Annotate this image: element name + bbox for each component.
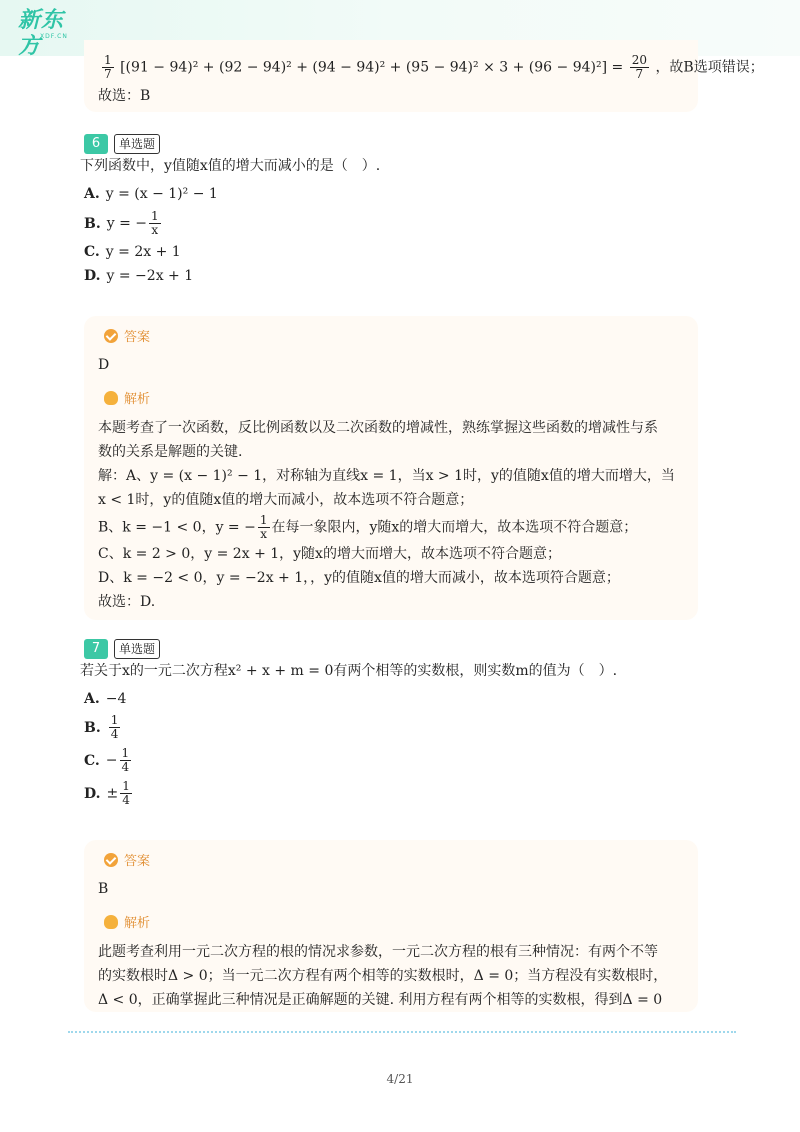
analysis-line: B、k = −1 < 0，y = − $\frac{1}{x}$ 在每一象限内，y随x的增大而增大，故本选项不符合题意；: [98, 513, 638, 541]
analysis-line: D、k = −2 < 0，y = −2x + 1，，y的值随x值的增大而减小，故本选项符合题意；: [98, 570, 620, 586]
analysis-line: Δ < 0，正确掌握此三种情况是正确解题的关键. 利用方程有两个相等的实数根，得到Δ = 0: [98, 992, 663, 1008]
analysis-line: 的实数根时Δ > 0；当一元二次方程有两个相等的实数根时，Δ = 0；当方程没有实数根时，: [98, 968, 668, 984]
prev-result-frac: $\frac{20}{7}$: [631, 53, 647, 81]
analysis-line: 故选：D.: [98, 594, 156, 610]
analysis-line: 此题考查利用一元二次方程的根的情况求参数，一元二次方程的根有三种情况：有两个不等: [98, 944, 658, 960]
analysis-line: 解：A、y = (x − 1)² − 1，对称轴为直线x = 1，当x > 1时，y的值随x值的增大而增大，当: [98, 468, 675, 484]
answer-analysis-box: [84, 840, 698, 1012]
lightbulb-icon: [104, 915, 118, 929]
question-stem: 若关于x的一元二次方程x² + x + m = 0有两个相等的实数根，则实数m的值为（ ）.: [80, 663, 618, 679]
option-a: A. y = (x − 1)² − 1: [84, 186, 218, 202]
option-d: D. ± $\frac{1}{4}$: [84, 779, 130, 807]
analysis-line: C、k = 2 > 0，y = 2x + 1，y随x的增大而增大，故本选项不符合题意；: [98, 546, 561, 562]
analysis-heading: 解析: [104, 915, 150, 933]
analysis-heading: 解析: [104, 391, 150, 409]
analysis-line: 数的关系是解题的关键.: [98, 444, 243, 460]
answer-value: B: [98, 881, 109, 897]
lightbulb-icon: [104, 391, 118, 405]
prev-choice: 故选：B: [98, 88, 151, 104]
option-a: A. −4: [84, 691, 127, 707]
option-c: C. y = 2x + 1: [84, 244, 181, 260]
option-d: D. y = −2x + 1: [84, 268, 194, 284]
page-divider: [68, 1031, 736, 1033]
prev-frac: $\frac{1}{7}$: [104, 53, 112, 81]
option-c: C. − $\frac{1}{4}$: [84, 746, 130, 774]
answer-value: D: [98, 357, 110, 373]
question-number-badge: 6: [84, 134, 108, 154]
option-b: B. $\frac{1}{4}$: [84, 713, 119, 741]
prev-formula: [(91 − 94)² + (92 − 94)² + (94 − 94)² + (95 − 94)² × 3 + (96 − 94)²] =: [120, 59, 624, 76]
question-number-badge: 7: [84, 639, 108, 659]
answer-heading: 答案: [104, 329, 150, 347]
option-b: B. y = − $\frac{1}{x}$: [84, 209, 159, 237]
xdf-logo: 新东方 XDF.CN: [18, 8, 68, 59]
question-type-tag: 单选题: [114, 639, 160, 659]
answer-heading: 答案: [104, 853, 150, 871]
question-stem: 下列函数中，y值随x值的增大而减小的是（ ）.: [80, 158, 381, 174]
page-number: 4/21: [386, 1072, 414, 1086]
analysis-line: x < 1时，y的值随x值的增大而减小，故本选项不符合题意；: [98, 492, 474, 508]
prev-formula-line: $\frac{1}{7}$ [(91 − 94)² + (92 − 94)² + (94 − 94)² + (95 − 94)² × 3 + (96 − 94)²] = $\frac{20}{7}$ ，故B选项错误；: [104, 53, 764, 81]
analysis-line: 本题考查了一次函数，反比例函数以及二次函数的增减性，熟练掌握这些函数的增减性与系: [98, 420, 658, 436]
check-icon: [104, 853, 118, 867]
question-type-tag: 单选题: [114, 134, 160, 154]
check-icon: [104, 329, 118, 343]
